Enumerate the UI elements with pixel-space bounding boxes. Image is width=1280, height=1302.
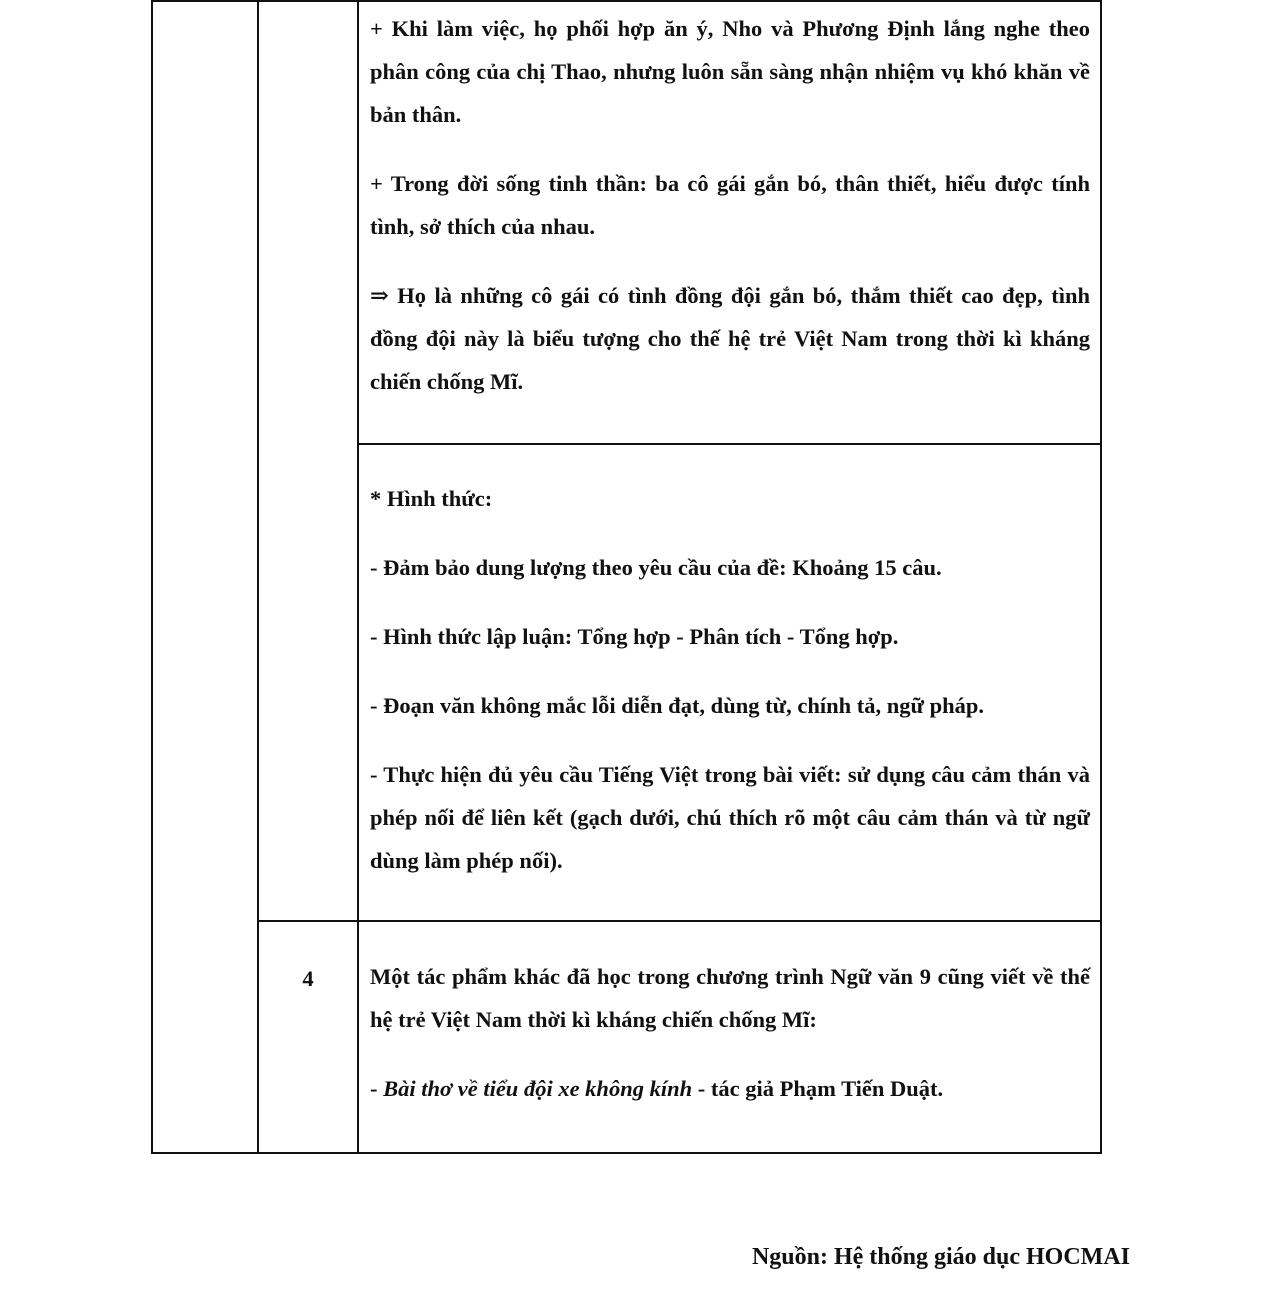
row-divider-1 <box>357 443 1102 445</box>
paragraph-teamwork: + Khi làm việc, họ phối hợp ăn ý, Nho và Phương Định lắng nghe theo phân công của chị Thao, nhưng luôn sẵn sàng nhận nhiệm vụ khó khăn về bản thân. <box>370 16 1090 127</box>
form-item: - Hình thức lập luận: Tổng hợp - Phân tích - Tổng hợp. <box>370 624 899 649</box>
question-number: 4 <box>302 966 314 991</box>
question-4-work <box>370 1067 1090 1110</box>
row-divider-2 <box>257 920 1102 922</box>
form-item: - Đảm bảo dung lượng theo yêu cầu của đề: Khoảng 15 câu. <box>370 555 942 580</box>
content-block-1 <box>370 7 1090 403</box>
form-heading: * Hình thức: <box>370 486 493 511</box>
form-item: - Đoạn văn không mắc lỗi diễn đạt, dùng từ, chính tả, ngữ pháp. <box>370 693 985 718</box>
question-4-intro: Một tác phẩm khác đã học trong chương trình Ngữ văn 9 cũng viết về thế hệ trẻ Việt Nam thời kì kháng chiến chống Mĩ: <box>370 964 1090 1032</box>
work-prefix: - <box>370 1076 384 1101</box>
form-item: - Thực hiện đủ yêu cầu Tiếng Việt trong bài viết: sử dụng câu cảm thán và phép nối để liên kết (gạch dưới, chú thích rõ một câu cảm thán và từ ngữ dùng làm phép nối). <box>370 762 1090 873</box>
source-credit: Nguồn: Hệ thống giáo dục HOCMAI <box>751 1244 1130 1270</box>
paragraph-spiritual-life: + Trong đời sống tinh thần: ba cô gái gắn bó, thân thiết, hiểu được tính tình, sở thích của nhau. <box>370 171 1090 239</box>
content-block-3 <box>370 955 1090 1110</box>
paragraph-conclusion: ⇒ Họ là những cô gái có tình đồng đội gắn bó, thắm thiết cao đẹp, tình đồng đội này là biểu tượng cho thế hệ trẻ Việt Nam trong thời kì kháng chiến chống Mĩ. <box>370 283 1090 394</box>
content-block-2 <box>370 477 1090 882</box>
work-suffix: - tác giả Phạm Tiến Duật. <box>692 1076 944 1101</box>
work-title: Bài thơ về tiểu đội xe không kính <box>383 1076 693 1101</box>
